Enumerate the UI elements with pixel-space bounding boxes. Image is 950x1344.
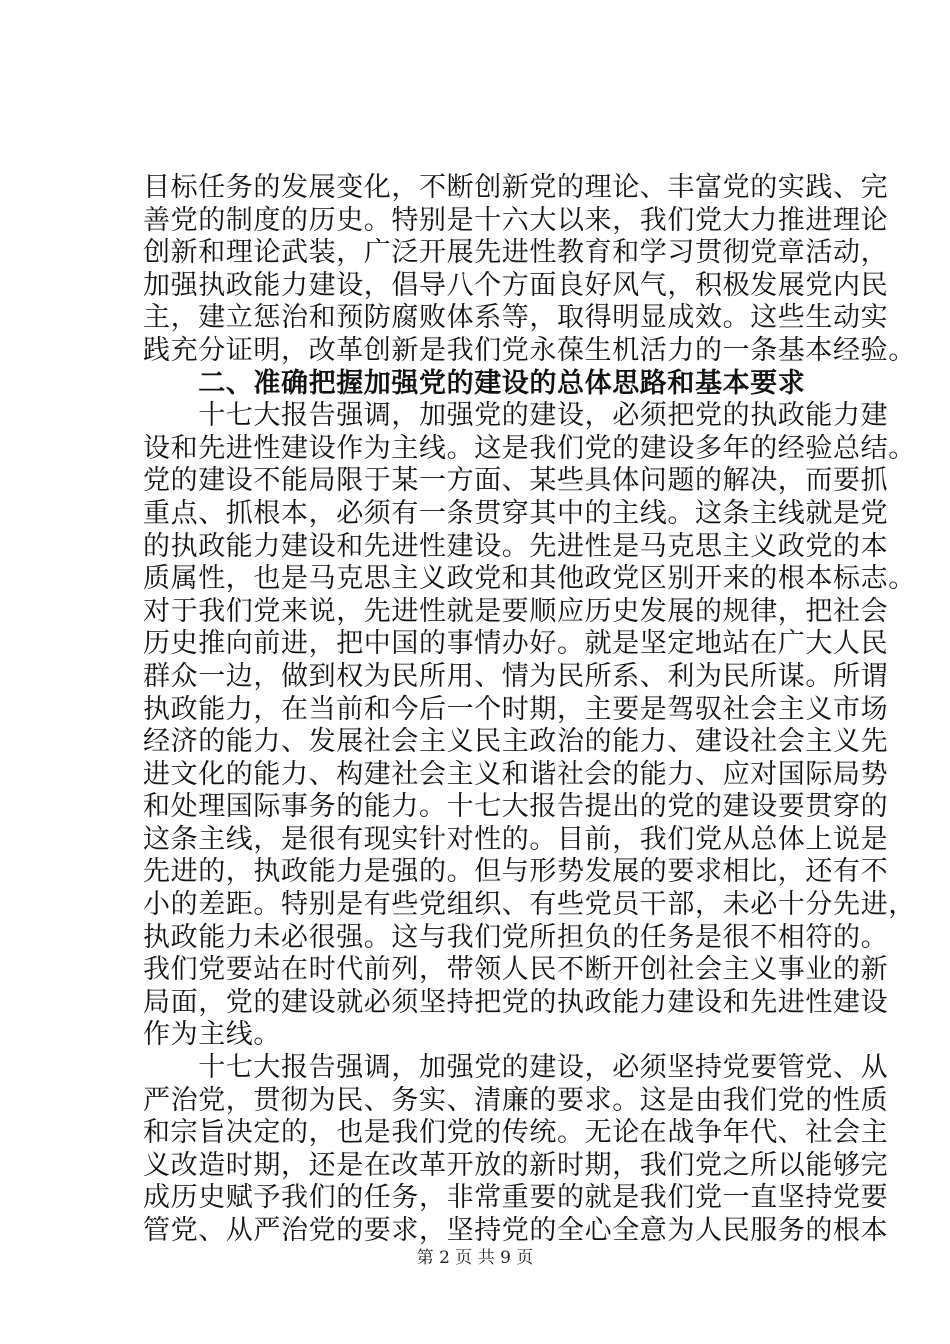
text-line: 党的建设不能局限于某一方面、某些具体问题的解决，而要抓 (143, 465, 889, 497)
text-line: 十七大报告强调，加强党的建设，必须把党的执政能力建 (143, 400, 889, 432)
text-line: 的执政能力建设和先进性建设。先进性是马克思主义政党的本 (143, 530, 889, 562)
text-line: 十七大报告强调，加强党的建设，必须坚持党要管党、从 (143, 1052, 889, 1084)
text-line: 作为主线。 (143, 1019, 281, 1051)
text-line: 质属性，也是马克思主义政党和其他政党区别开来的根本标志。 (143, 563, 916, 595)
section-heading: 二、准确把握加强党的建设的总体思路和基本要求 (143, 367, 806, 399)
text-line: 对于我们党来说，先进性就是要顺应历史发展的规律，把社会 (143, 595, 889, 627)
text-line: 和宗旨决定的，也是我们党的传统。无论在战争年代、社会主 (143, 1117, 889, 1149)
text-line: 主，建立惩治和预防腐败体系等，取得明显成效。这些生动实 (143, 302, 889, 334)
text-line: 善党的制度的历史。特别是十六大以来，我们党大力推进理论 (143, 204, 889, 236)
text-line: 历史推向前进，把中国的事情办好。就是坚定地站在广大人民 (143, 628, 889, 660)
text-line: 进文化的能力、构建社会主义和谐社会的能力、应对国际局势 (143, 758, 889, 790)
page-footer: 第 2 页 共 9 页 (416, 1248, 534, 1268)
text-line: 管党、从严治党的要求，坚持党的全心全意为人民服务的根本 (143, 1215, 889, 1246)
text-line: 执政能力未必很强。这与我们党所担负的任务是很不相符的。 (143, 921, 889, 953)
text-line: 成历史赋予我们的任务，非常重要的就是我们党一直坚持党要 (143, 1182, 889, 1214)
text-line: 设和先进性建设作为主线。这是我们党的建设多年的经验总结。 (143, 432, 916, 464)
text-line: 这条主线，是很有现实针对性的。目前，我们党从总体上说是 (143, 823, 889, 855)
text-line: 和处理国际事务的能力。十七大报告提出的党的建设要贯穿的 (143, 791, 889, 823)
text-line: 创新和理论武装，广泛开展先进性教育和学习贯彻党章活动， (143, 237, 889, 269)
text-line: 义改造时期，还是在改革开放的新时期，我们党之所以能够完 (143, 1149, 889, 1181)
document-body (143, 172, 916, 1248)
text-line: 执政能力，在当前和今后一个时期，主要是驾驭社会主义市场 (143, 693, 889, 725)
text-line: 先进的，执政能力是强的。但与形势发展的要求相比，还有不 (143, 856, 889, 888)
text-line: 重点、抓根本，必须有一条贯穿其中的主线。这条主线就是党 (143, 497, 889, 529)
text-line: 经济的能力、发展社会主义民主政治的能力、建设社会主义先 (143, 726, 889, 758)
text-line: 加强执政能力建设，倡导八个方面良好风气，积极发展党内民 (143, 269, 889, 301)
text-line: 严治党，贯彻为民、务实、清廉的要求。这是由我们党的性质 (143, 1084, 889, 1116)
text-line: 局面，党的建设就必须坚持把党的执政能力建设和先进性建设 (143, 986, 889, 1018)
text-line: 践充分证明，改革创新是我们党永葆生机活力的一条基本经验。 (143, 334, 916, 366)
text-line: 目标任务的发展变化，不断创新党的理论、丰富党的实践、完 (143, 172, 889, 203)
text-line: 小的差距。特别是有些党组织、有些党员干部，未必十分先进， (143, 889, 916, 921)
text-line: 群众一边，做到权为民所用、情为民所系、利为民所谋。所谓 (143, 660, 889, 692)
text-line: 我们党要站在时代前列，带领人民不断开创社会主义事业的新 (143, 954, 889, 986)
